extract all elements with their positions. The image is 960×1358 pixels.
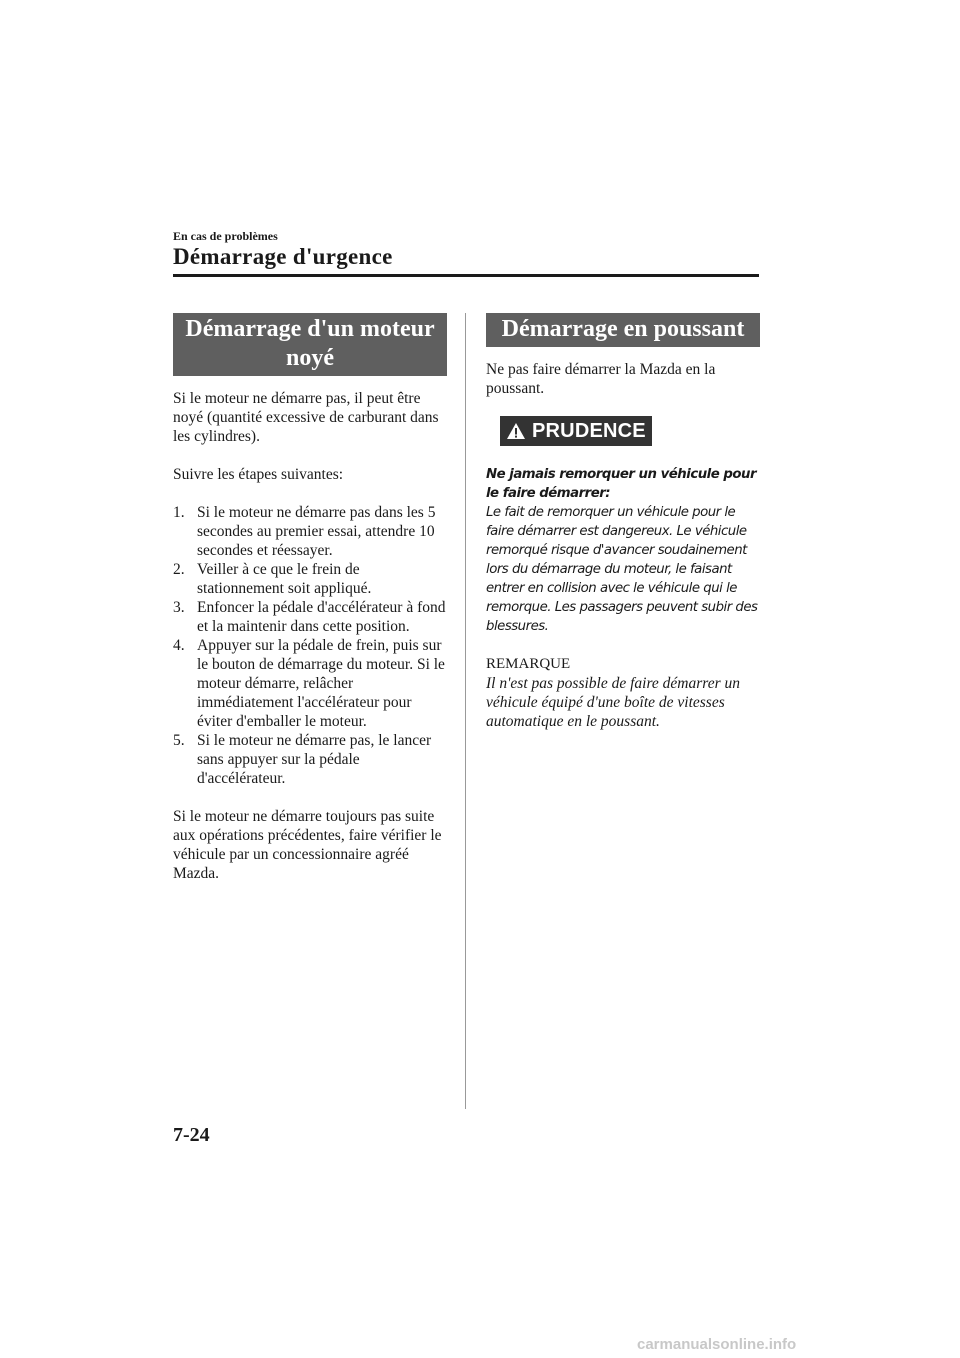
header-rule [173,274,759,277]
steps-lead: Suivre les étapes suivantes: [173,466,344,483]
caution-label: PRUDENCE [532,419,646,442]
step-text: Si le moteur ne démarre pas, le lancer sans appuyer sur la pédale d'accélérateur. [197,732,432,787]
watermark: carmanualsonline.info [637,1336,797,1353]
step-text: Veiller à ce que le frein de stationnement soit appliqué. [197,561,372,597]
column-divider [465,313,466,1109]
step-item [173,503,447,560]
step-number: 1. [173,504,185,521]
note-body: Il n'est pas possible de faire démarrer un véhicule équipé d'une boîte de vitesses automatique en le poussant. [486,675,741,730]
section-heading-push-start: Démarrage en poussant [486,313,760,347]
left-section-body [173,389,447,883]
steps-list [173,503,447,788]
left-column [173,313,447,883]
step-number: 2. [173,561,185,578]
caution-title: Ne jamais remorquer un véhicule pour le faire démarrer: [486,467,757,501]
warning-triangle-icon [506,422,526,440]
step-number: 5. [173,732,185,749]
push-start-intro: Ne pas faire démarrer la Mazda en la poussant. [486,361,716,397]
step-item [173,560,447,598]
caution-body: Le fait de remorquer un véhicule pour le faire démarrer est dangereux. Le véhicule remorqué risque d'avancer soudainement lors du démarrage du moteur, le faisant entrer en collision avec le véhicule qui le remorque. Les passagers peuvent subir des blessures. [486,505,758,634]
step-text: Enfoncer la pédale d'accélérateur à fond et la maintenir dans cette position. [197,599,446,635]
right-column [486,313,760,731]
right-section-body [486,360,760,398]
step-text: Si le moteur ne démarre pas dans les 5 secondes au premier essai, attendre 10 secondes et réessayer. [197,504,436,559]
step-number: 4. [173,637,185,654]
step-number: 3. [173,599,185,616]
note-title: REMARQUE [486,656,571,672]
step-item [173,636,447,731]
page-number: 7-24 [173,1124,210,1146]
step-item [173,731,447,788]
page-title: Démarrage d'urgence [173,244,393,269]
closing-paragraph: Si le moteur ne démarre toujours pas suite aux opérations précédentes, faire vérifier le véhicule par un concessionnaire agréé Mazda. [173,808,442,882]
section-heading-flooded-engine: Démarrage d'un moteur noyé [173,313,447,376]
intro-paragraph: Si le moteur ne démarre pas, il peut être noyé (quantité excessive de carburant dans les cylindres). [173,390,439,445]
step-text: Appuyer sur la pédale de frein, puis sur le bouton de démarrage du moteur. Si le moteur démarre, relâcher immédiatement l'accélérateur pour éviter d'emballer le moteur. [197,637,445,730]
chapter-label: En cas de problèmes [173,229,278,243]
caution-badge [500,416,652,446]
step-item [173,598,447,636]
